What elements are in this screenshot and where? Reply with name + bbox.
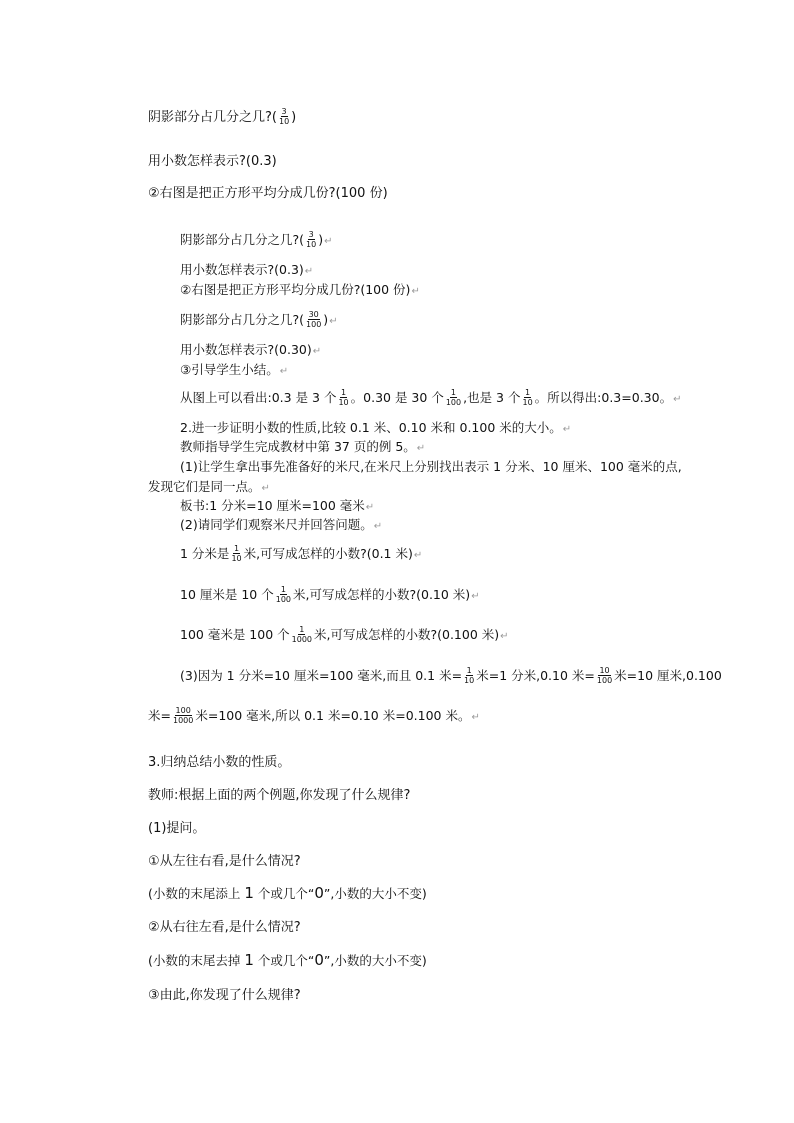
inner-step-3-because: (3)因为 1 分米=10 厘米=100 毫米,而且 0.1 米= $\frac{1}{10}$ 米=1 分米,0.10 米= $\frac{10}{100}$ 米=10 厘米,0.100 [180, 666, 722, 685]
inner-q-decimeter: 1 分米是 $\frac{1}{10}$ 米,可写成怎样的小数?(0.1 米)↵ [180, 544, 423, 563]
return-mark: ↵ [471, 712, 480, 723]
inner-summary-prompt: ③引导学生小结。↵ [180, 362, 289, 377]
answer-add-zeros: (小数的末尾添上 1 个或几个“0”,小数的大小不变) [148, 884, 427, 902]
inner-question-shaded-fraction-2: 阴影部分占几分之几?( $\frac{30}{100}$ )↵ [180, 310, 338, 329]
inner-q-centimeter: 10 厘米是 10 个 $\frac{1}{100}$ 米,可写成怎样的小数?(0.10 米)↵ [180, 585, 480, 604]
inner-step-2: 2.进一步证明小数的性质,比较 0.1 米、0.10 米和 0.100 米的大小。↵ [180, 420, 572, 435]
return-mark: ↵ [413, 550, 423, 561]
inner-question-square-parts: ②右图是把正方形平均分成几份?(100 份)↵ [180, 282, 420, 297]
inner-step-3-cont: 米= $\frac{100}{1000}$ 米=100 毫米,所以 0.1 米=0.10 米=0.100 米。↵ [148, 706, 480, 725]
return-mark: ↵ [312, 346, 322, 357]
fraction: $\frac{1}{10}$ [522, 388, 533, 407]
question-decimal: 用小数怎样表示?(0.3) [148, 154, 277, 169]
fraction: $\frac{1}{10}$ [231, 544, 242, 563]
fraction: $\frac{1}{100}$ [275, 585, 292, 604]
inner-question-shaded-fraction: 阴影部分占几分之几?( $\frac{3}{10}$ )↵ [180, 230, 333, 249]
fraction: $\frac{3}{10}$ [278, 107, 290, 126]
ask-step: (1)提问。 [148, 821, 206, 836]
return-mark: ↵ [365, 502, 375, 513]
return-mark: ↵ [324, 236, 333, 247]
fraction: $\frac{1}{100}$ [445, 388, 462, 407]
inner-teacher-guide: 教师指导学生完成教材中第 37 页的例 5。↵ [180, 439, 426, 454]
inner-conclusion: 从图上可以看出:0.3 是 3 个 $\frac{1}{10}$ 。0.30 是 30 个 $\frac{1}{100}$ ,也是 3 个 $\frac{1}{10}$ 。所以得出:0.3=0.30。↵ [180, 388, 682, 407]
return-mark: ↵ [416, 443, 426, 454]
return-mark: ↵ [471, 591, 480, 602]
fraction: $\frac{3}{10}$ [306, 230, 317, 249]
inner-board-writing: 板书:1 分米=10 厘米=100 毫米↵ [180, 498, 375, 513]
return-mark: ↵ [411, 286, 420, 297]
inner-step-2-observe: (2)请同学们观察米尺并回答问题。↵ [180, 517, 383, 532]
return-mark: ↵ [261, 483, 270, 494]
fraction: $\frac{10}{100}$ [596, 666, 613, 685]
inner-question-decimal-2: 用小数怎样表示?(0.30)↵ [180, 342, 322, 357]
fraction: $\frac{1}{1000}$ [291, 625, 312, 644]
answer-remove-zeros: (小数的末尾去掉 1 个或几个“0”,小数的大小不变) [148, 951, 427, 969]
inner-step-1-ruler: (1)让学生拿出事先准备好的米尺,在米尺上分别找出表示 1 分米、10 厘米、100 毫米的点, [180, 459, 682, 474]
question-left-to-right: ①从左往右看,是什么情况? [148, 854, 301, 869]
fraction: $\frac{30}{100}$ [306, 310, 322, 329]
fraction: $\frac{1}{10}$ [464, 666, 475, 685]
return-mark: ↵ [500, 631, 509, 642]
inner-step-1-cont: 发现它们是同一点。↵ [148, 479, 270, 494]
fraction: $\frac{1}{10}$ [338, 388, 349, 407]
inner-q-millimeter: 100 毫米是 100 个 $\frac{1}{1000}$ 米,可写成怎样的小数?(0.100 米)↵ [180, 625, 509, 644]
question-shaded-fraction: 阴影部分占几分之几?( $\frac{3}{10}$ ) [148, 107, 297, 126]
inner-question-decimal: 用小数怎样表示?(0.3)↵ [180, 262, 314, 277]
question-square-parts: ②右图是把正方形平均分成几份?(100 份) [148, 186, 388, 201]
fraction: $\frac{100}{1000}$ [172, 706, 194, 725]
return-mark: ↵ [673, 394, 682, 405]
return-mark: ↵ [329, 316, 338, 327]
return-mark: ↵ [279, 366, 289, 377]
section-summary-heading: 3.归纳总结小数的性质。 [148, 755, 291, 770]
return-mark: ↵ [373, 521, 383, 532]
question-rule: ③由此,你发现了什么规律? [148, 988, 301, 1003]
teacher-question: 教师:根据上面的两个例题,你发现了什么规律? [148, 788, 411, 803]
return-mark: ↵ [562, 424, 572, 435]
return-mark: ↵ [304, 266, 314, 277]
question-right-to-left: ②从右往左看,是什么情况? [148, 920, 301, 935]
